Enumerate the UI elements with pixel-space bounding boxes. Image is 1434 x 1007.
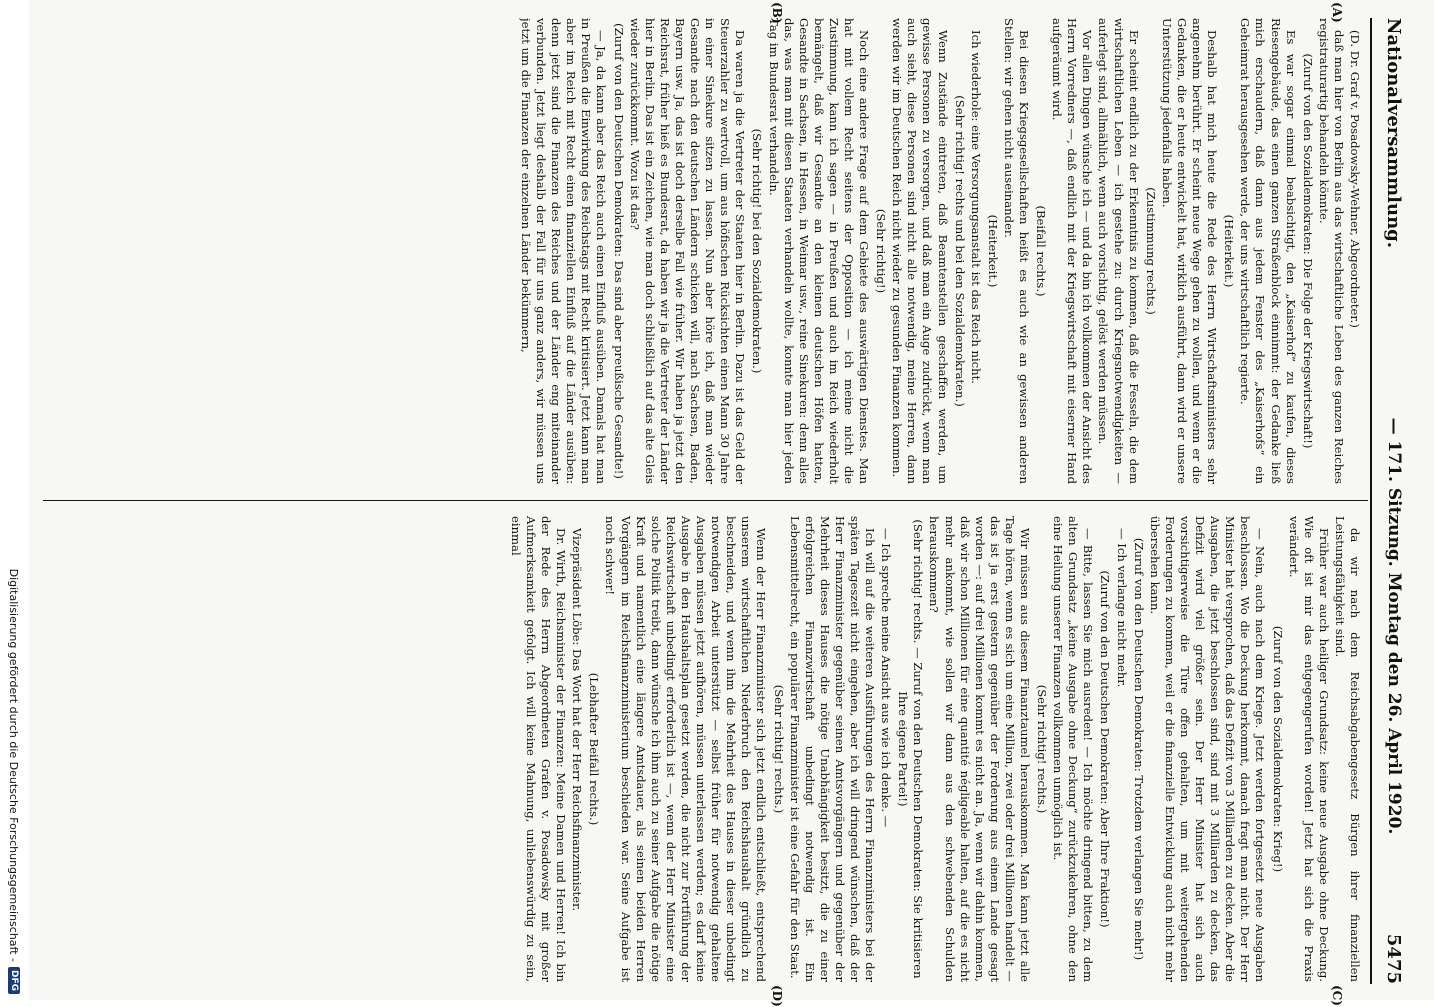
left-column-paragraph: Deshalb hat mich heute die Rede des Herrn Wirtschaftsministers sehr angenehm berührt. Er scheint neue Wege gehen zu wollen, und wenn er die Gedanken, die er heute entwickelt hat, wirklich ausführt, dann wird er unsere Unterstützung jedenfalls haben. [1159, 18, 1220, 484]
right-column-paragraph: Früher war auch heiliger Grundsatz: keine neue Ausgabe ohne Deckung. Wie oft ist mir das entgegengerufen worden! Jetzt hat sich die Praxis verändert. [1286, 516, 1331, 982]
column-separator [43, 500, 1368, 501]
scanned-page [29, 0, 1434, 1007]
left-text-column [44, 18, 1362, 484]
right-column-paragraph: — Bitte, lassen Sie mich ausreden! — Ich möchte dringend bitten, zu dem alten Grundsatz „keine Ausgabe ohne Deckung“ zurückzukehren, ohne den eine Heilung unserer Finanzen vollkommen unmöglich ist. [1051, 516, 1096, 982]
right-column-paragraph: Vizepräsident Löbe: Das Wort hat der Herr Reichsfinanzminister. [570, 528, 585, 912]
left-column-paragraph: Noch eine andere Frage auf dem Gebiete des auswärtigen Dienstes. Man hat mit vollem Recht seitens der Opposition — ich meine nicht die Zustimmung, kann ich sagen — in Preußen und auch im Reich wiederholt bemängelt, daß wir Gesandte an den kleinen deutschen Höfen hatten, Gesandte in Sachsen, in Hessen, in Weimar usw., reine Sinekuren: denn alles das, was man mit diesen Staaten verhandeln wollte, konnte man hier jeden Tag im Bundesrat verhandeln. [766, 18, 872, 484]
right-column-paragraph: Ich will auf die weiteren Ausführungen des Herrn Finanzministers bei der späten Tageszeit nicht eingehen, aber ich will dringend wünschen, daß der Herr Finanzminister gegenüber seinen Amtsvorgängern und gegenüber der Mehrheit dieses Hauses die nötige Unabhängigkeit besitzt, die zu einer erfolgreichen Finanzwirtschaft unbedingt notwendig ist. Ein Lebensmittelrecht, ein populärer Finanzminister ist eine Gefahr für den Staat. [787, 516, 878, 982]
left-column-interjection: (Zuruf von den Deutschen Demokraten: Das sind aber preußische Gesandte!) [611, 23, 626, 479]
right-column-interjection: (Lebhafter Beifall rechts.) [587, 672, 602, 826]
left-column-paragraph: Es war sogar einmal beabsichtigt, den „Kaiserhof“ zu kaufen, dieses Riesengebäude, das einen ganzen Straßenblock einnimmt: der Gedanke ließ mich erschaudern, daß dann aus jedem Fenster des „Kaiserhofs“ ein Geheimrat herausgesehen werde, der uns wirtschaftlich regierte. [1238, 18, 1298, 484]
dfg-logo: DFG [8, 967, 20, 994]
left-column-interjection: (Sehr richtig!) [874, 208, 889, 294]
right-text-column [44, 516, 1362, 982]
right-column-paragraph: Wenn der Herr Finanzminister sich jetzt endlich entschließt, entsprechend unserem wirtschaftlichen Niederbruch den Reichshaushalt gründlich zu beschneiden, und wenn ihm die Mehrheit des Hauses in dieser unbedingt notwendigen Arbeit unterstützt — selbst früher für notwendig gehaltene Ausgaben müssen jetzt aufhören, müssen unterlassen werden; es darf keine Ausgabe in den Haushaltsplan gesetzt werden, die nicht zur Fortführung der Reichswirtschaft unbedingt erforderlich ist —, wenn der Herr Minister eine solche Politik treibt, dann wünsche ich ihm auch zu seiner Aufgabe die nötige Kraft und namentlich eine längere Amtsdauer, als seinen beiden Herren Vorgängern im Reichsfinanzministerium beschieden war. Seine Aufgabe ist noch schwer! [603, 516, 769, 982]
right-column-paragraph: Wir müssen aus diesem Finanztaumel herauskommen. Man kann jetzt alle Tage hören, wenn es sich um eine Million, zwei oder drei Millionen handelt — das ist ja erst gestern gegenüber der Forderung aus einem Lande gesagt worden —: auf drei Millionen kommt es nicht an. Ja, wenn wir dahin kommen, daß wir schon Millionen für eine quantité négligeable halten, auf die es nicht mehr ankommt, wie sollen wir dann aus den schwebenden Schulden herauskommen? [927, 516, 1033, 982]
left-column-interjection: (Heiterkeit.) [985, 214, 1000, 288]
left-column-interjection: (Beifall rechts.) [1034, 205, 1049, 297]
header-rule [1370, 18, 1372, 984]
margin-marker-d: (D) [770, 985, 784, 1007]
left-column-interjection: (Sehr richtig! bei den Sozialdemokraten.) [750, 128, 765, 374]
margin-marker-b: (B) [770, 2, 784, 24]
left-column-paragraph: Bei diesen Kriegsgesellschaften heißt es auch wie an gewissen anderen Stellen: wir gehen nicht auseinander. [1001, 18, 1032, 484]
left-column-interjection: (Zustimmung rechts.) [1143, 187, 1158, 315]
right-column-paragraph: Dr. Wirth, Reichsminister der Finanzen: Meine Damen und Herren! Ich bin der Rede des Herrn Abgeordneten Grafen v. Posadowsky mit großer Aufmerksamkeit gefolgt. Ich will keine Mahnung, unliebenswürdig zu sein, einmal [508, 516, 569, 982]
right-column-interjection: (Sehr richtig! rechts.) [1035, 684, 1050, 814]
left-column-paragraph: Vor allen Dingen wünsche ich — und da bin ich vollkommen der Ansicht des Herrn Vorredners —, daß endlich mit der Kriegswirtschaft mit eiserner Hand aufgeräumt wird. [1050, 18, 1095, 484]
right-column-interjection: (Zuruf von den Deutschen Demokraten: Trotzdem verlangen Sie mehr!) [1131, 537, 1146, 961]
right-column-interjection: (Zuruf von den Sozialdemokraten: Krieg!) [1270, 625, 1285, 873]
left-column-paragraph: Da waren ja die Vertreter der Staaten hier in Berlin. Dazu ist das Geld der Steuerzahler zu wertvoll, um aus höfischen Rücksichten einen Mann 30 Jahre in einer Sinekure sitzen zu lassen. Nun aber höre ich, daß man wieder Gesandte nach den deutschen Ländern schicken will, nach Sachsen, Baden, Bayern usw. Ja, das ist doch derselbe Fall wie früher. Wir haben ja jetzt den Reichsrat, früher hieß es Bundesrat, da haben wir ja die Vertreter der Länder hier in Berlin. Das ist ein Zeichen, wie man doch schließlich auf das alte Gleis wieder zurückkommt. Wozu ist das? [627, 18, 748, 484]
right-column-paragraph: — Nein, auch nach dem Kriege. Jetzt werden fortgesetzt neue Ausgaben beschlossen. Wo die Deckung herkommt, danach fragt man nicht. Der Herr Minister hat versprochen, daß das Defizit von 3 Milliarden zu decken. Aber die Ausgaben, die jetzt beschlossen sind, sind mit 3 Milliarden zu decken, das Defizit wird viel größer sein. Der Herr Minister hat sich auch vorsichtigerweise die Türe offen gehalten, um mit weitergehenden Forderungen zu kommen, weil er die finanzielle Entwicklung auch nicht mehr übersehen kann. [1147, 516, 1268, 982]
left-column-paragraph: daß man hier von Berlin aus das wirtschaftliche Leben des ganzen Reiches registraturartig behandeln könnte. [1316, 18, 1346, 484]
left-column-paragraph: Wenn Zustände eintreten, daß Beamtenstellen geschaffen werden, um gewisse Personen zu versorgen, und daß man ein Auge zudrückt, wenn man auch sieht, diese Personen sind nicht alle notwendig, meine Herren, dann werden wir im Deutschen Reich nicht wieder zu gesunden Finanzen kommen. [890, 18, 950, 484]
right-column-paragraph: — Ich spreche meine Ansicht aus wie ich denke. — [879, 528, 894, 828]
footer-text: Digitalisierung gefördert durch die Deutsche Forschungsgemeinschaft - [7, 568, 21, 962]
left-column-paragraph: Ich wiederhole: eine Versorgungsanstalt ist das Reich nicht. [968, 30, 983, 384]
right-column-paragraph: — Ich verlange nicht mehr. [1114, 528, 1129, 688]
right-column-interjection: (Sehr richtig! rechts. — Zuruf von den Deutschen Demokraten: Sie kritisieren Ihre eigene Partei!) [896, 519, 926, 979]
right-column-interjection: (Sehr richtig! rechts.) [771, 684, 786, 814]
left-column-interjection: (Sehr richtig! rechts und bei den Sozialdemokraten.) [952, 95, 967, 407]
left-column-paragraph: — Ja, da kann aber das Reich auch einen Einfluß ausüben. Damals hat man in Preußen die Einwirkung des Reichstags mit Recht kritisiert. Jetzt kann man aber im Reich mit Recht einen finanziellen Einfluß auf die Länder ausüben: denn jetzt sind die Finanzen des Reiches und der Länder eng miteinander verbunden. Jetzt liegt deshalb der Fall für uns ganz anders, wir müssen uns jetzt um die Finanzen der einzelnen Länder bekümmern, [519, 18, 609, 484]
header-title: Nationalversammlung. [1383, 18, 1405, 249]
margin-marker-a: (A) [1330, 2, 1344, 23]
right-column-paragraph: da wir nach dem Reichsabgabengesetz Bürgen ihrer finanziellen Leistungsfähigkeit sind. [1332, 516, 1362, 982]
page-header [1374, 18, 1414, 984]
digitization-footer [2, 0, 26, 1000]
left-column-interjection: (Zuruf von den Sozialdemokraten: Die Folge der Kriegswirtschaft!) [1300, 53, 1315, 449]
left-column-interjection: (Heiterkeit.) [1222, 214, 1237, 288]
header-session: — 171. Sitzung. Montag den 26. April 1920. [1384, 417, 1404, 835]
page-number: 5475 [1383, 933, 1405, 984]
left-column-paragraph: Er scheint endlich zu der Erkenntnis zu kommen, daß die Fesseln, die dem wirtschaftlichen Leben — ich gestehe zu: durch Kriegsnotwendigkeiten — auferlegt sind, allmählich, wenn auch vorsichtig, gelöst werden müssen. [1096, 18, 1141, 484]
right-column-interjection: (Zuruf von den Deutschen Demokraten: Aber Ihre Fraktion!) [1098, 570, 1113, 928]
left-column-paragraph: (D. Dr. Graf v. Posadowsky-Wehner, Abgeordneter.) [1348, 30, 1362, 328]
margin-marker-c: (C) [1330, 985, 1344, 1006]
